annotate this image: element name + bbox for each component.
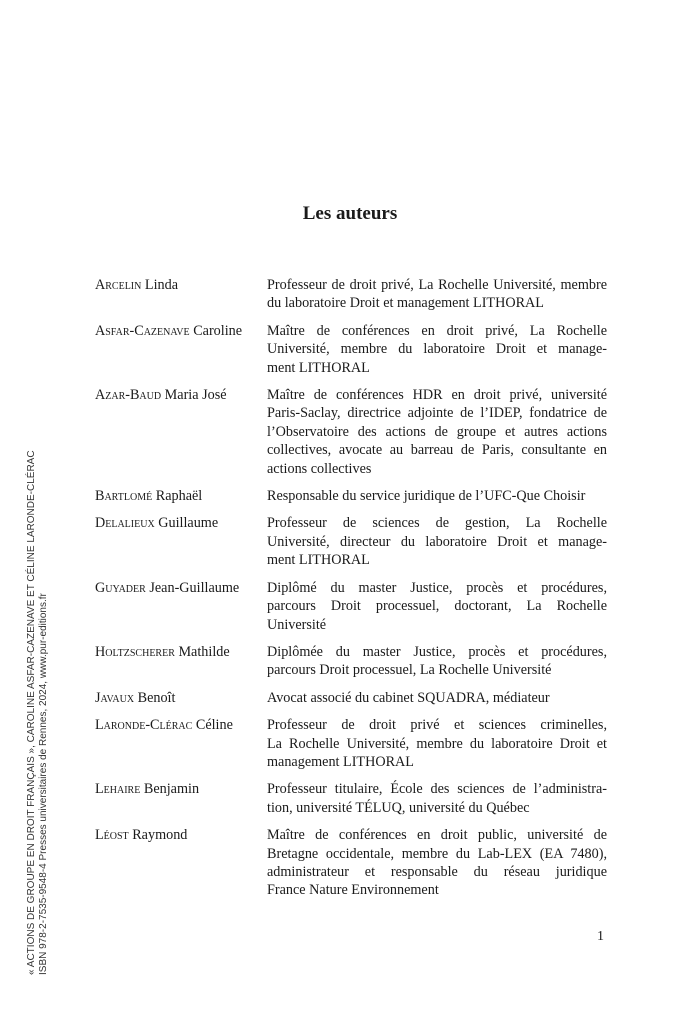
- description-line: Paris-Saclay, directrice adjointe de l’IDEP, fondatrice de: [267, 405, 607, 422]
- author-name: [95, 716, 267, 771]
- description-line: Professeur de droit privé, La Rochelle Université, membre: [267, 277, 607, 293]
- author-description: [267, 322, 607, 377]
- author-name: [95, 579, 267, 634]
- author-description: [267, 780, 607, 817]
- author-name: [95, 487, 267, 505]
- author-entry: [95, 514, 607, 569]
- description-line: l’Observatoire des actions de groupe et autres actions: [267, 423, 607, 440]
- description-line: ment LITHORAL: [267, 359, 370, 376]
- description-line: ment LITHORAL: [267, 552, 370, 569]
- description-line: Université, membre du laboratoire Droit et manage-: [267, 341, 607, 358]
- description-line: tion, université TÉLUQ, université du Québec: [267, 799, 530, 816]
- description-line: Université: [267, 616, 327, 633]
- author-entry: [95, 322, 607, 377]
- author-name: [95, 322, 267, 377]
- author-firstname: Benoît: [137, 689, 176, 706]
- author-entry: [95, 780, 607, 817]
- author-surname: Laronde-Clérac: [95, 717, 193, 734]
- description-line: Maître de conférences en droit public, université de: [267, 827, 607, 844]
- author-firstname: Mathilde: [178, 643, 230, 660]
- author-name: [95, 514, 267, 569]
- description-line: du laboratoire Droit et management LITHORAL: [267, 295, 544, 312]
- author-surname: Javaux: [95, 689, 135, 706]
- author-description: [267, 487, 607, 505]
- description-line: Bretagne occidentale, membre du Lab-LEX (EA 7480),: [267, 845, 607, 862]
- page-title: Les auteurs: [302, 203, 398, 224]
- author-surname: Arcelin: [95, 277, 142, 293]
- description-line: Professeur titulaire, École des sciences de l’administra-: [267, 781, 607, 798]
- author-firstname: Caroline: [193, 322, 243, 339]
- author-surname: Delalieux: [95, 515, 155, 532]
- description-line: Diplômée du master Justice, procès et procédures,: [267, 643, 607, 660]
- author-firstname: Linda: [144, 277, 178, 293]
- author-description: [267, 276, 607, 313]
- author-description: [267, 386, 607, 478]
- description-line: Professeur de droit privé et sciences criminelles,: [267, 717, 607, 734]
- author-firstname: Céline: [195, 717, 233, 734]
- author-description: [267, 514, 607, 569]
- author-firstname: Jean-Guillaume: [149, 579, 240, 596]
- author-description: [267, 643, 607, 680]
- author-surname: Bartlomé: [95, 488, 153, 505]
- author-surname: Léost: [95, 827, 129, 844]
- description-line: management LITHORAL: [267, 753, 414, 770]
- description-line: administrateur et responsable du réseau juridique: [267, 863, 607, 880]
- side-text-line2: ISBN 978-2-7535-9548-4 Presses universitaires de Rennes, 2024, www.pur-editions.fr: [38, 593, 49, 975]
- author-name: [95, 643, 267, 680]
- author-name: [95, 689, 267, 707]
- author-description: [267, 716, 607, 771]
- description-line: Responsable du service juridique de l’UFC-Que Choisir: [267, 488, 586, 505]
- author-name: [95, 276, 267, 313]
- author-description: [267, 579, 607, 634]
- description-line: parcours Droit processuel, La Rochelle Université: [267, 662, 552, 679]
- description-line: Avocat associé du cabinet SQUADRA, médiateur: [267, 689, 550, 706]
- author-description: [267, 689, 607, 707]
- author-name: [95, 386, 267, 478]
- author-entry: [95, 716, 607, 771]
- author-firstname: Raphaël: [155, 488, 203, 505]
- author-firstname: Raymond: [132, 827, 188, 844]
- author-entry: [95, 689, 607, 707]
- description-line: Maître de conférences en droit privé, La Rochelle: [267, 322, 607, 339]
- description-line: France Nature Environnement: [267, 882, 439, 899]
- description-line: collectives, avocate au barreau de Paris, consultante en: [267, 442, 607, 459]
- author-name: [95, 780, 267, 817]
- author-firstname: Guillaume: [158, 515, 219, 532]
- author-description: [267, 826, 607, 900]
- author-surname: Guyader: [95, 579, 146, 596]
- author-surname: Asfar-Cazenave: [95, 322, 190, 339]
- author-firstname: Maria José: [164, 387, 227, 404]
- author-name: [95, 826, 267, 900]
- authors-list: [95, 276, 607, 909]
- author-entry: [95, 276, 607, 313]
- author-entry: [95, 386, 607, 478]
- description-line: Diplômé du master Justice, procès et procédures,: [267, 579, 607, 596]
- description-line: Maître de conférences HDR en droit privé, université: [267, 387, 607, 404]
- description-line: Professeur de sciences de gestion, La Rochelle: [267, 515, 607, 532]
- description-line: parcours Droit processuel, doctorant, La Rochelle: [267, 598, 607, 615]
- side-copyright-notice: [26, 450, 50, 975]
- author-surname: Holtzscherer: [95, 643, 175, 660]
- author-entry: [95, 487, 607, 505]
- page-number: 1: [597, 929, 604, 944]
- description-line: La Rochelle Université, membre du laboratoire Droit et: [267, 735, 607, 752]
- author-entry: [95, 826, 607, 900]
- author-entry: [95, 643, 607, 680]
- description-line: Université, directeur du laboratoire Droit et manage-: [267, 533, 607, 550]
- author-entry: [95, 579, 607, 634]
- side-text-line1: « ACTIONS DE GROUPE EN DROIT FRANÇAIS », CAROLINE ASFAR-CAZENAVE ET CÉLINE LARONDE-CLÉRAC: [26, 450, 37, 975]
- author-surname: Azar-Baud: [95, 387, 162, 404]
- author-firstname: Benjamin: [143, 781, 200, 798]
- description-line: actions collectives: [267, 460, 372, 477]
- author-surname: Lehaire: [95, 781, 141, 798]
